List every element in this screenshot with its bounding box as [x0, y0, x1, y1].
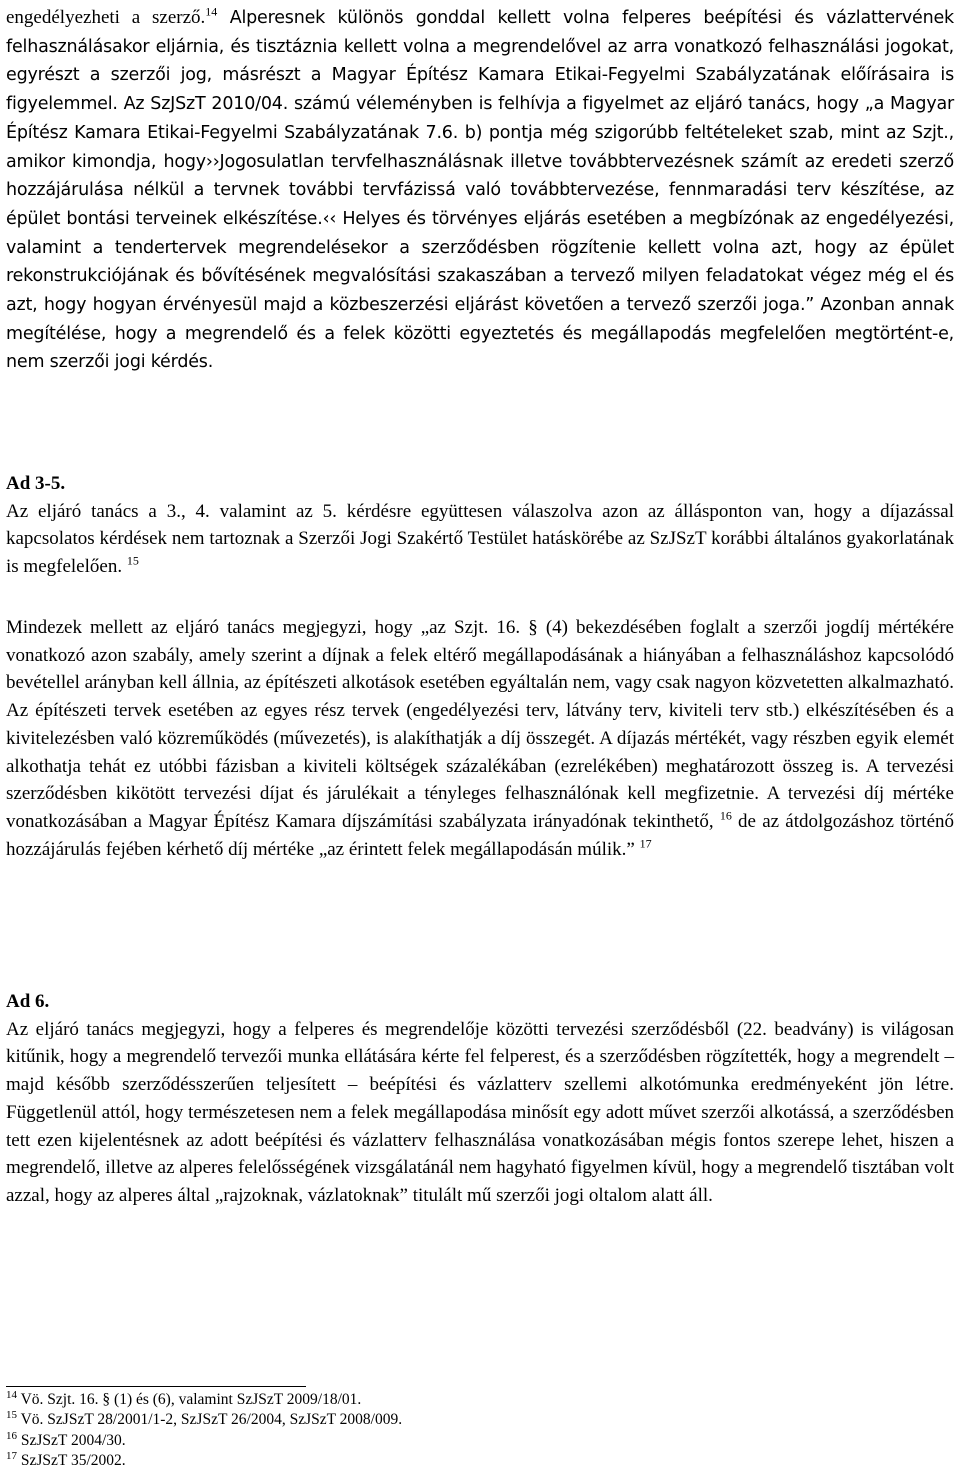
footnote-ref-16[interactable]: 16 — [719, 808, 732, 823]
section-text: Az eljáró tanács megjegyzi, hogy a felperes és megrendelője közötti tervezési szerződésből (22. beadvány) is világosan kitűnik, hogy a megrendelő tervezői munka ellátására kérte fel felperest, és a szerződésben rögzítették, hogy a megrendelt – majd később szerződésszerűen teljesített – beépítési és vázlatterv szellemi alkotómunka eredményeként jön létre. Függetlenül attól, hogy természetesen nem a felek megállapodása minősít egy adott művet szerzői alkotássá, a szerződésben tett ezen kijelentésnek az adott beépítési és vázlatterv felhasználása vonatkozásában mégis fontos szerepe lehet, hiszen a megrendelő, illetve az alperes felelősségének vizsgálatánál nem hagyható figyelmen kívül, hogy a megrendelő tisztában volt azzal, hogy az alperes által „rajzoknak, vázlatoknak” titulált mű szerzői jogi oltalom alatt áll. — [6, 1018, 954, 1206]
footnote-ref-14[interactable]: 14 — [205, 4, 218, 19]
section-ad-3-5 — [6, 470, 954, 581]
footnote-16: $^{16}$ SzJSzT 2004/30. — [6, 1429, 126, 1449]
paragraph-text: Alperesnek különös gonddal kellett volna felperes beépítési és vázlattervének felhasználásakor eljárnia, és tisztáznia kellett volna a megrendelővel az arra vonatkozó felhasználási jogokat, egyrészt a szerzői jog, másrészt a Magyar Építész Kamara Etikai-Fegyelmi Szabályzatának előírásaira is figyelemmel. Az SzJSzT 2010/04. számú véleményben is felhívja a figyelmet az eljáró tanács, hogy „a Magyar Építész Kamara Etikai-Fegyelmi Szabályzatának 7.6. b) pontja még szigorúbb feltételeket szab, mint az Szjt., amikor kimondja, hogy››Jogosulatlan tervfelhasználásnak illetve továbbtervezésnek számít az eredeti szerző hozzájárulása nélkül a tervnek további tervfázissá való továbbtervezése, fennmaradási terv készítése, az épület bontási terveinek elkészítése.‹‹ Helyes és törvényes eljárás esetében a megbízónak az engedélyezési, valamint a tendertervek megrendelésekor a szerződésben rögzítenie kellett volna azt, hogy az épület rekonstrukciójának és bővítésének megvalósítási szakaszában a tervező milyen feladatokat végez még el és azt, hogy hogyan érvényesül majd a közbeszerzési eljárást követően a tervező szerzői joga.” Azonban annak megítélése, hogy a megrendelő és a felek közötti egyeztetés és megállapodás megfelelően megtörtént-e, nem szerzői jogi kérdés. — [6, 8, 954, 373]
footnote-ref-15[interactable]: 15 — [126, 553, 139, 568]
section-text: Az eljáró tanács a 3., 4. valamint az 5. kérdésre együttesen válaszolva azon az állásponton van, hogy a díjazással kapcsolatos kérdések nem tartoznak a Szerzői Jogi Szakértő Testület hatáskörébe az SzJSzT korábbi általános gyakorlatának is megfelelően. $^{15}$ — [6, 500, 954, 578]
section-heading: Ad 6. — [6, 991, 50, 1012]
footnote-17: $^{17}$ SzJSzT 35/2002. — [6, 1450, 126, 1470]
footnote-ref-17[interactable]: 17 — [639, 836, 652, 851]
footnote-15: $^{15}$ Vö. SzJSzT 28/2001/1-2, SzJSzT 26/2004, SzJSzT 2008/009. — [6, 1409, 403, 1429]
paragraph-alperes — [6, 4, 954, 377]
footnote-separator — [6, 1386, 306, 1387]
section-ad-6 — [6, 988, 954, 1210]
footnotes — [6, 1390, 954, 1472]
section-heading: Ad 3-5. — [6, 473, 66, 494]
paragraph-mindezek: Mindezek mellett az eljáró tanács megjegyzi, hogy „az Szjt. 16. § (4) bekezdésében foglalt a szerzői jogdíj mértékére vonatkozó azon szabály, amely szerint a díjnak a felek eltérő megállapodásának a hiányában a felhasználáshoz kapcsolódó bevétellel arányban kell állnia, az építészeti alkotások esetében egyáltalán nem, vagy csak nagyon közvetetten alkalmazható. Az építészeti tervek esetében az egyes rész tervek (engedélyezési terv, látvány terv, kiviteli terv stb.) elkészítésében és a kivitelezésben való közreműködés (művezetés), is alakíthatják a díj összegét. A díjazás mértékét, vagy részben egyik elemét alkothatja tehát ez utóbbi fázisban a kiviteli költségek százalékában (ezrelékében) meghatározott összeg is. A tervezési szerződésben kikötött tervezési díjat és járulékait a tényleges felhasználónak kell megfizetnie. A tervezési díj mértéke vonatkozásában a Magyar Építész Kamara díjszámítási szabályzata irányadónak tekinthető, $^{16}$ de az átdolgozáshoz történő hozzájárulás fejében kérhető díj mértéke „az érintett felek megállapodásán múlik.” $^{17}$ — [6, 617, 955, 860]
footnote-14: $^{14}$ Vö. Szjt. 16. § (1) és (6), valamint SzJSzT 2009/18/01. — [6, 1388, 362, 1408]
paragraph-text: engedélyezheti a szerző. — [6, 7, 206, 28]
